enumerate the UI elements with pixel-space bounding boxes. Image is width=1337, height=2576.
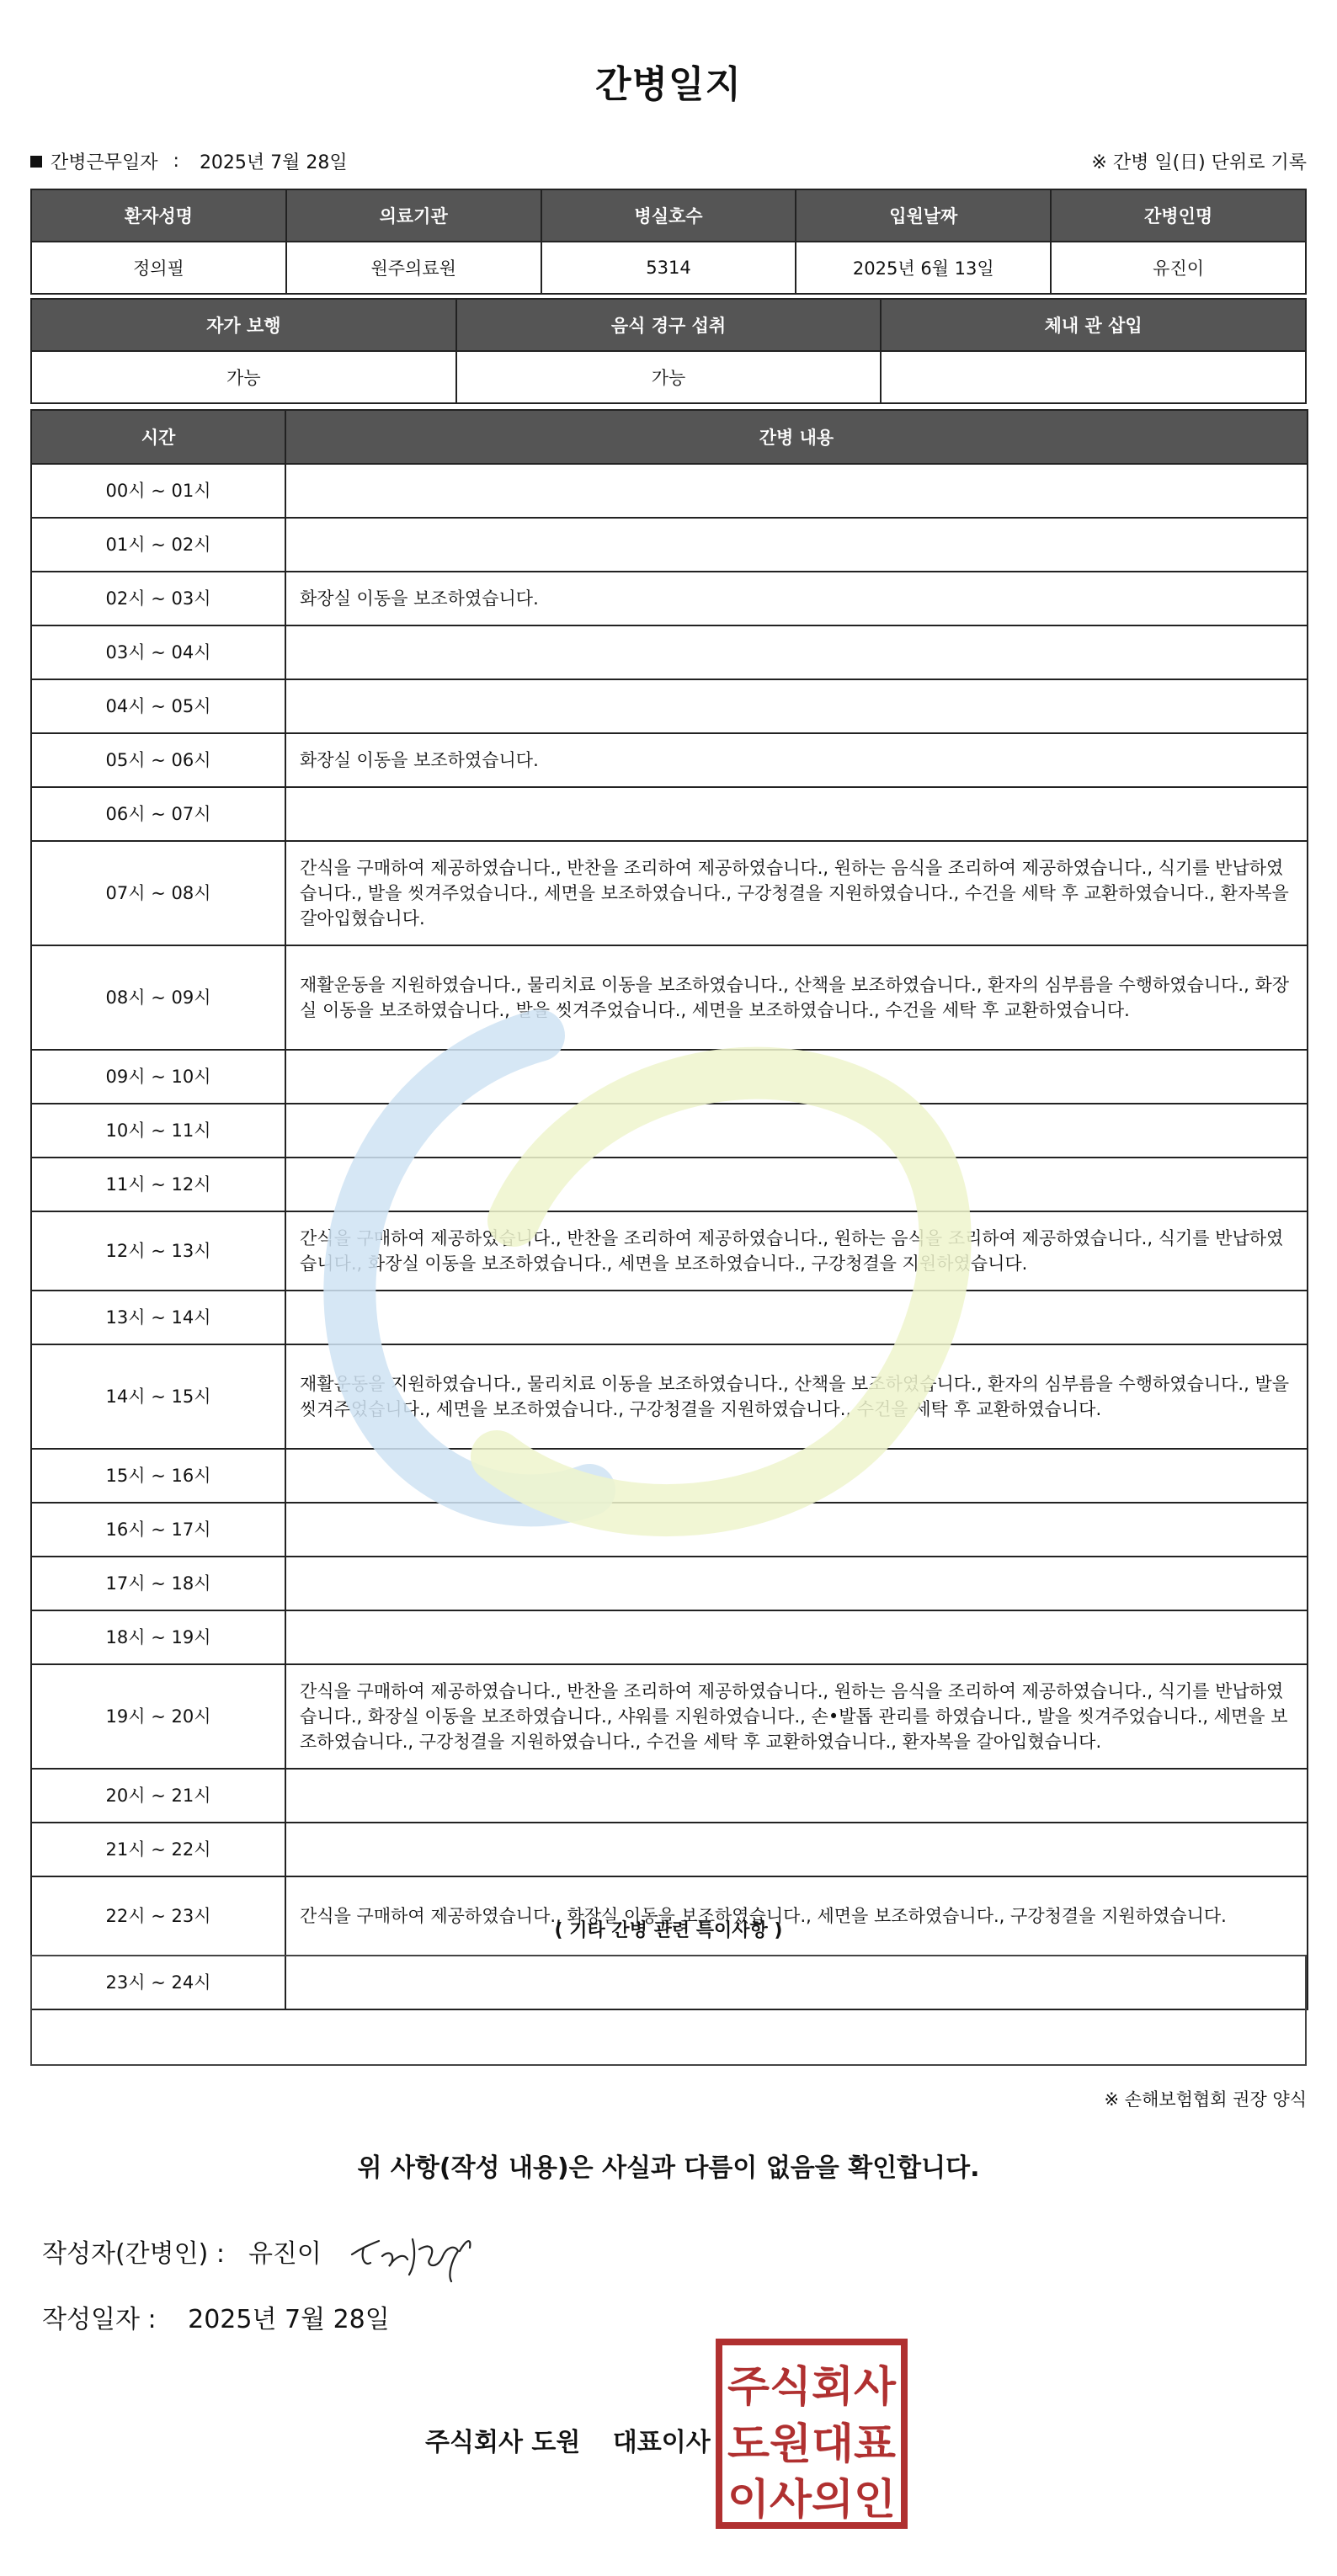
table-row [31,1449,1308,1503]
table-row [31,679,1308,733]
content-cell: 화장실 이동을 보조하였습니다. [285,572,1308,625]
hospital-name: 원주의료원 [286,242,541,294]
content-cell [285,1823,1308,1876]
time-cell: 06시 ~ 07시 [31,787,285,841]
time-cell: 16시 ~ 17시 [31,1503,285,1557]
table-row [31,1769,1308,1823]
work-date-value: 2025년 7월 28일 [199,152,348,173]
content-cell: 재활운동을 지원하였습니다., 물리치료 이동을 보조하였습니다., 산책을 보조하였습니다., 환자의 심부름을 수행하였습니다., 화장실 이동을 보조하였습니다., 발을 씻겨주었습니다., 세면을 보조하였습니다., 수건을 세탁 후 교환하였습니다. [285,945,1308,1050]
care-log-rows [31,464,1308,2009]
table-row [31,1291,1308,1344]
header-caregiver: 간병인명 [1051,189,1306,242]
table-row [31,733,1308,787]
header-self-walking: 자가 보행 [31,299,456,351]
table-row [31,1557,1308,1610]
content-cell [285,464,1308,518]
header-hospital: 의료기관 [286,189,541,242]
time-cell: 23시 ~ 24시 [31,1956,285,2009]
self-walking-value: 가능 [31,351,456,403]
write-date-value: 2025년 7월 28일 [188,2305,390,2334]
header-room: 병실호수 [541,189,796,242]
table-row [31,464,1308,518]
content-cell [285,787,1308,841]
svg-text:도원대표: 도원대표 [727,2419,897,2468]
table-row [31,1503,1308,1557]
content-cell: 간식을 구매하여 제공하였습니다., 반찬을 조리하여 제공하였습니다., 원하는 음식을 조리하여 제공하였습니다., 식기를 반납하였습니다., 화장실 이동을 보조하였습니다., 세면을 보조하였습니다., 구강청결을 지원하였습니다. [285,1211,1308,1291]
table-row [31,1664,1308,1769]
content-cell [285,1449,1308,1503]
colon: : [173,151,179,172]
svg-text:이사의인: 이사의인 [727,2475,896,2524]
time-cell: 07시 ~ 08시 [31,841,285,945]
table-row [31,841,1308,945]
content-cell [285,625,1308,679]
table-row [31,787,1308,841]
content-cell [285,1104,1308,1158]
time-cell: 10시 ~ 11시 [31,1104,285,1158]
content-cell [285,679,1308,733]
time-cell: 17시 ~ 18시 [31,1557,285,1610]
author-line [42,2233,322,2270]
company-line [425,2421,711,2458]
care-log-table [30,409,1308,2010]
ability-info-table [30,298,1307,404]
bullet-square-icon [30,156,42,168]
time-cell: 14시 ~ 15시 [31,1344,285,1449]
table-row [31,1610,1308,1664]
time-cell: 15시 ~ 16시 [31,1449,285,1503]
remarks-box [30,1955,1307,2066]
company-seal-icon [716,2339,908,2529]
content-cell [285,518,1308,572]
patient-name: 정의필 [31,242,286,294]
header-oral-intake: 음식 경구 섭취 [456,299,882,351]
table-row [31,518,1308,572]
header-tube-insertion: 체내 관 삽입 [881,299,1306,351]
author-name: 유진이 [248,2239,322,2269]
room-number: 5314 [541,242,796,294]
time-cell: 02시 ~ 03시 [31,572,285,625]
table-row [31,945,1308,1050]
unit-note: ※ 간병 일(日) 단위로 기록 [1091,152,1307,173]
time-cell: 05시 ~ 06시 [31,733,285,787]
time-cell: 12시 ~ 13시 [31,1211,285,1291]
recommend-note: ※ 손해보험협회 권장 양식 [1104,2089,1307,2110]
write-date-label: 작성일자 : [42,2305,157,2334]
content-cell: 화장실 이동을 보조하였습니다. [285,733,1308,787]
patient-info-table [30,189,1307,295]
time-cell: 13시 ~ 14시 [31,1291,285,1344]
table-row [31,1050,1308,1104]
work-date-label: 간병근무일자 [51,152,158,173]
time-cell: 00시 ~ 01시 [31,464,285,518]
content-cell: 재활운동을 지원하였습니다., 물리치료 이동을 보조하였습니다., 산책을 보조하였습니다., 환자의 심부름을 수행하였습니다., 발을 씻겨주었습니다., 세면을 보조하였습니다., 구강청결을 지원하였습니다., 수건을 세탁 후 교환하였습니다. [285,1344,1308,1449]
time-cell: 20시 ~ 21시 [31,1769,285,1823]
admission-date: 2025년 6월 13일 [796,242,1051,294]
time-cell: 18시 ~ 19시 [31,1610,285,1664]
remarks-title: ( 기타 간병 관련 특이사항 ) [554,1920,783,1941]
time-cell: 08시 ~ 09시 [31,945,285,1050]
header-care-content: 간병 내용 [285,410,1308,464]
content-cell [285,1610,1308,1664]
content-cell [285,1503,1308,1557]
table-row [31,1158,1308,1211]
company-name: 주식회사 도원 [425,2428,581,2457]
work-date-line [30,148,348,174]
time-cell: 22시 ~ 23시 [31,1876,285,1956]
content-cell: 간식을 구매하여 제공하였습니다., 반찬을 조리하여 제공하였습니다., 원하는 음식을 조리하여 제공하였습니다., 식기를 반납하였습니다., 화장실 이동을 보조하였습니다., 샤워를 지원하였습니다., 손•발톱 관리를 하였습니다., 발을 씻겨주었습니다., 세면을 보조하였습니다., 구강청결을 지원하였습니다., 수건을 세탁 후 교환하였습니다., 환자복을 갈아입혔습니다. [285,1664,1308,1769]
oral-intake-value: 가능 [456,351,882,403]
table-row [31,1211,1308,1291]
table-row [31,572,1308,625]
content-cell [285,1050,1308,1104]
page-title: 간병일지 [594,63,742,106]
time-cell: 09시 ~ 10시 [31,1050,285,1104]
representative-title: 대표이사 [612,2428,711,2457]
header-patient-name: 환자성명 [31,189,286,242]
content-cell [285,1158,1308,1211]
time-cell: 03시 ~ 04시 [31,625,285,679]
write-date-line [42,2298,390,2335]
author-label: 작성자(간병인) : [42,2239,225,2269]
table-row [31,625,1308,679]
time-cell: 11시 ~ 12시 [31,1158,285,1211]
tube-insertion-value [881,351,1306,403]
content-cell [285,1557,1308,1610]
time-cell: 01시 ~ 02시 [31,518,285,572]
time-cell: 21시 ~ 22시 [31,1823,285,1876]
header-admission-date: 입원날짜 [796,189,1051,242]
content-cell [285,1291,1308,1344]
time-cell: 19시 ~ 20시 [31,1664,285,1769]
content-cell [285,1769,1308,1823]
time-cell: 04시 ~ 05시 [31,679,285,733]
content-cell: 간식을 구매하여 제공하였습니다., 화장실 이동을 보조하였습니다., 세면을 보조하였습니다., 구강청결을 지원하였습니다. [285,1876,1308,1956]
caregiver-name: 유진이 [1051,242,1306,294]
header-time: 시간 [31,410,285,464]
svg-text:주식회사: 주식회사 [727,2362,897,2411]
signature-icon [345,2222,488,2290]
table-row [31,1344,1308,1449]
table-row [31,1823,1308,1876]
table-row [31,1104,1308,1158]
content-cell: 간식을 구매하여 제공하였습니다., 반찬을 조리하여 제공하였습니다., 원하는 음식을 조리하여 제공하였습니다., 식기를 반납하였습니다., 발을 씻겨주었습니다., 세면을 보조하였습니다., 구강청결을 지원하였습니다., 수건을 세탁 후 교환하였습니다., 환자복을 갈아입혔습니다. [285,841,1308,945]
confirmation-text: 위 사항(작성 내용)은 사실과 다름이 없음을 확인합니다. [357,2153,980,2183]
